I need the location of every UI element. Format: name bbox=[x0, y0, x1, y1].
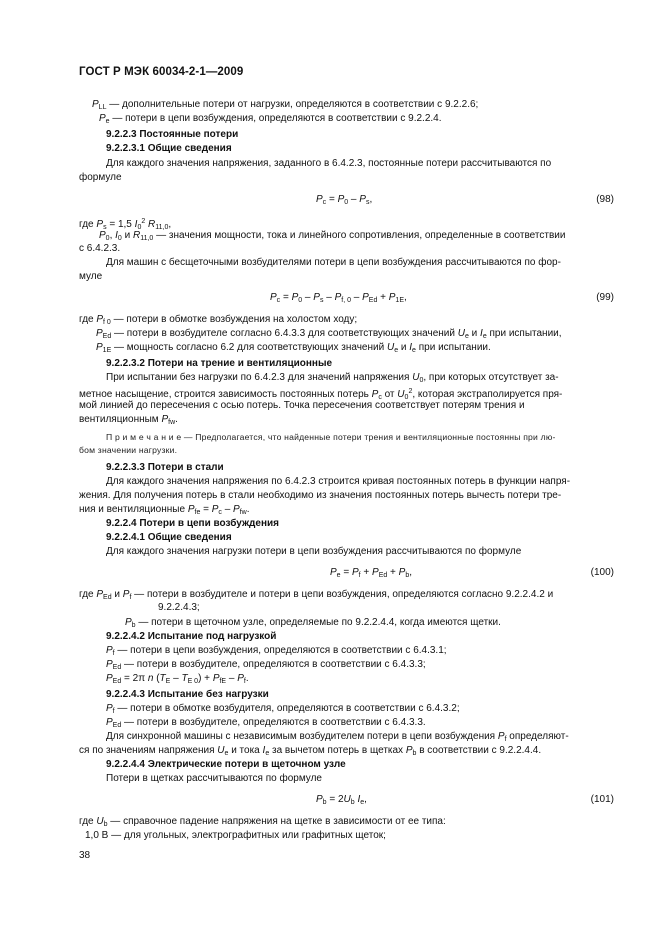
document-header: ГОСТ Р МЭК 60034-2-1—2009 bbox=[79, 66, 244, 78]
page-number: 38 bbox=[79, 850, 91, 861]
paragraph-line: ся по значениям напряжения $U_e$ и тока $I_e$ за вычетом потерь в щетках $P_b$ в соответствии с 9.2.2.4.4. bbox=[79, 745, 542, 757]
note-line: П р и м е ч а н и е — Предполагается, что найденные потери трения и вентиляционные постоянны при лю- bbox=[106, 432, 556, 442]
where-line: $P_{Ed}$ — потери в возбудителе согласно 6.4.3.3 для соответствующих значений $U_e$ и $I_e$ при испытании, bbox=[96, 328, 562, 340]
where-line: 1,0 В — для угольных, электрографитных или графитных щеток; bbox=[85, 830, 386, 841]
section-heading: 9.2.2.4.3 Испытание без нагрузки bbox=[106, 689, 269, 700]
section-heading: 9.2.2.3 Постоянные потери bbox=[106, 129, 239, 140]
definition-line: $P_f$ — потери в обмотке возбудителя, определяются в соответствии с 6.4.3.2; bbox=[106, 703, 460, 715]
formula-line: $P_{Ed} = 2\pi$ n $(T_E - T_{E 0}) + P_{fE} - P_f$. bbox=[106, 673, 249, 685]
where-line: $P_{1E}$ — мощность согласно 6.2 для соответствующих значений $U_e$ и $I_e$ при испытании. bbox=[96, 342, 491, 354]
section-heading: 9.2.2.4 Потери в цепи возбуждения bbox=[106, 518, 279, 529]
section-heading: 9.2.2.4.1 Общие сведения bbox=[106, 532, 232, 543]
definition-line: $P_{Ed}$ — потери в возбудителе, определяются в соответствии с 6.4.3.3. bbox=[106, 717, 426, 729]
paragraph-line: вентиляционным $P_{fw}$. bbox=[79, 414, 178, 426]
where-line: $P_0$, $I_0$ и $R_{11,0}$ — значения мощности, тока и линейного сопротивления, определенные в соответствии bbox=[99, 230, 566, 242]
paragraph-line: муле bbox=[79, 271, 103, 282]
where-line: 9.2.2.4.3; bbox=[158, 602, 200, 613]
where-line: где $U_b$ — справочное падение напряжения на щетке в зависимости от ее типа: bbox=[79, 816, 446, 828]
paragraph-line: Для каждого значения нагрузки потери в цепи возбуждения рассчитываются по формуле bbox=[106, 546, 522, 557]
pll-definition: $P_{LL}$ — дополнительные потери от нагрузки, определяются в соответствии с 9.2.2.6; bbox=[92, 99, 479, 111]
definition-line: $P_{Ed}$ — потери в возбудителе, определяются в соответствии с 6.4.3.3; bbox=[106, 659, 426, 671]
paragraph-line: Для синхронной машины с независимым возбудителем потери в цепи возбуждения $P_f$ определяют- bbox=[106, 731, 569, 743]
section-heading: 9.2.2.4.4 Электрические потери в щеточном узле bbox=[106, 759, 346, 770]
equation-98: $P_c = P_0 - P_s$, bbox=[316, 194, 373, 206]
note-line: бом значении нагрузки. bbox=[79, 445, 178, 455]
equation-101: $P_b = 2U_b$ $I_e$, bbox=[316, 794, 367, 806]
where-line: $P_b$ — потери в щеточном узле, определяемые по 9.2.2.4.4, когда имеются щетки. bbox=[125, 617, 501, 629]
where-line: где $P_s = 1,5$ $I_0^2$ $R_{11,0}$, bbox=[79, 218, 172, 231]
paragraph-line: Для каждого значения напряжения по 6.4.2.3 строится кривая постоянных потерь в функции напря- bbox=[106, 476, 571, 487]
paragraph-line: Для каждого значения напряжения, заданного в 6.4.2.3, постоянные потери рассчитываются по bbox=[106, 158, 552, 169]
equation-100: $P_e = P_f + P_{Ed} + P_b$, bbox=[330, 567, 413, 579]
where-line: где $P_{f 0}$ — потери в обмотке возбуждения на холостом ходу; bbox=[79, 314, 358, 326]
section-heading: 9.2.2.3.1 Общие сведения bbox=[106, 143, 232, 154]
equation-number: (101) bbox=[590, 794, 614, 805]
section-heading: 9.2.2.4.2 Испытание под нагрузкой bbox=[106, 631, 277, 642]
pe-definition: $P_e$ — потери в цепи возбуждения, определяются в соответствии с 9.2.2.4. bbox=[99, 113, 442, 125]
definition-line: $P_f$ — потери в цепи возбуждения, определяются в соответствии с 6.4.3.1; bbox=[106, 645, 447, 657]
section-heading: 9.2.2.3.2 Потери на трение и вентиляционные bbox=[106, 358, 333, 369]
equation-number: (99) bbox=[596, 292, 614, 303]
where-line: где $P_{Ed}$ и $P_f$ — потери в возбудителе и потери в цепи возбуждения, определяются согласно 9.2.2.4.2 и bbox=[79, 589, 554, 601]
paragraph-line: формуле bbox=[79, 172, 122, 183]
section-heading: 9.2.2.3.3 Потери в стали bbox=[106, 462, 224, 473]
paragraph-line: Для машин с бесщеточными возбудителями потери в цепи возбуждения рассчитываются по фор- bbox=[106, 257, 561, 268]
paragraph-line: жения. Для получения потерь в стали необходимо из значения постоянных потерь вычесть потери тре- bbox=[79, 490, 562, 501]
paragraph-line: мой линией до пересечения с осью потерь. Точка пересечения соответствует потерям трения и bbox=[79, 400, 525, 411]
paragraph-line: метное насыщение, строится зависимость постоянных потерь $P_c$ от $U_0^2$, которая экстраполируется пря- bbox=[79, 388, 563, 401]
equation-number: (98) bbox=[596, 194, 614, 205]
where-line: с 6.4.2.3. bbox=[79, 243, 121, 254]
paragraph-line: Потери в щетках рассчитываются по формуле bbox=[106, 773, 322, 784]
equation-number: (100) bbox=[590, 567, 614, 578]
paragraph-line: ния и вентиляционные $P_{fe} = P_c - P_{fw}$. bbox=[79, 504, 250, 516]
equation-99: $P_c = P_0 - P_s - P_{f, 0} - P_{Ed} + P_{1E}$, bbox=[270, 292, 407, 304]
paragraph-line: При испытании без нагрузки по 6.4.2.3 для значений напряжения $U_0$, при которых отсутствует за- bbox=[106, 372, 559, 384]
